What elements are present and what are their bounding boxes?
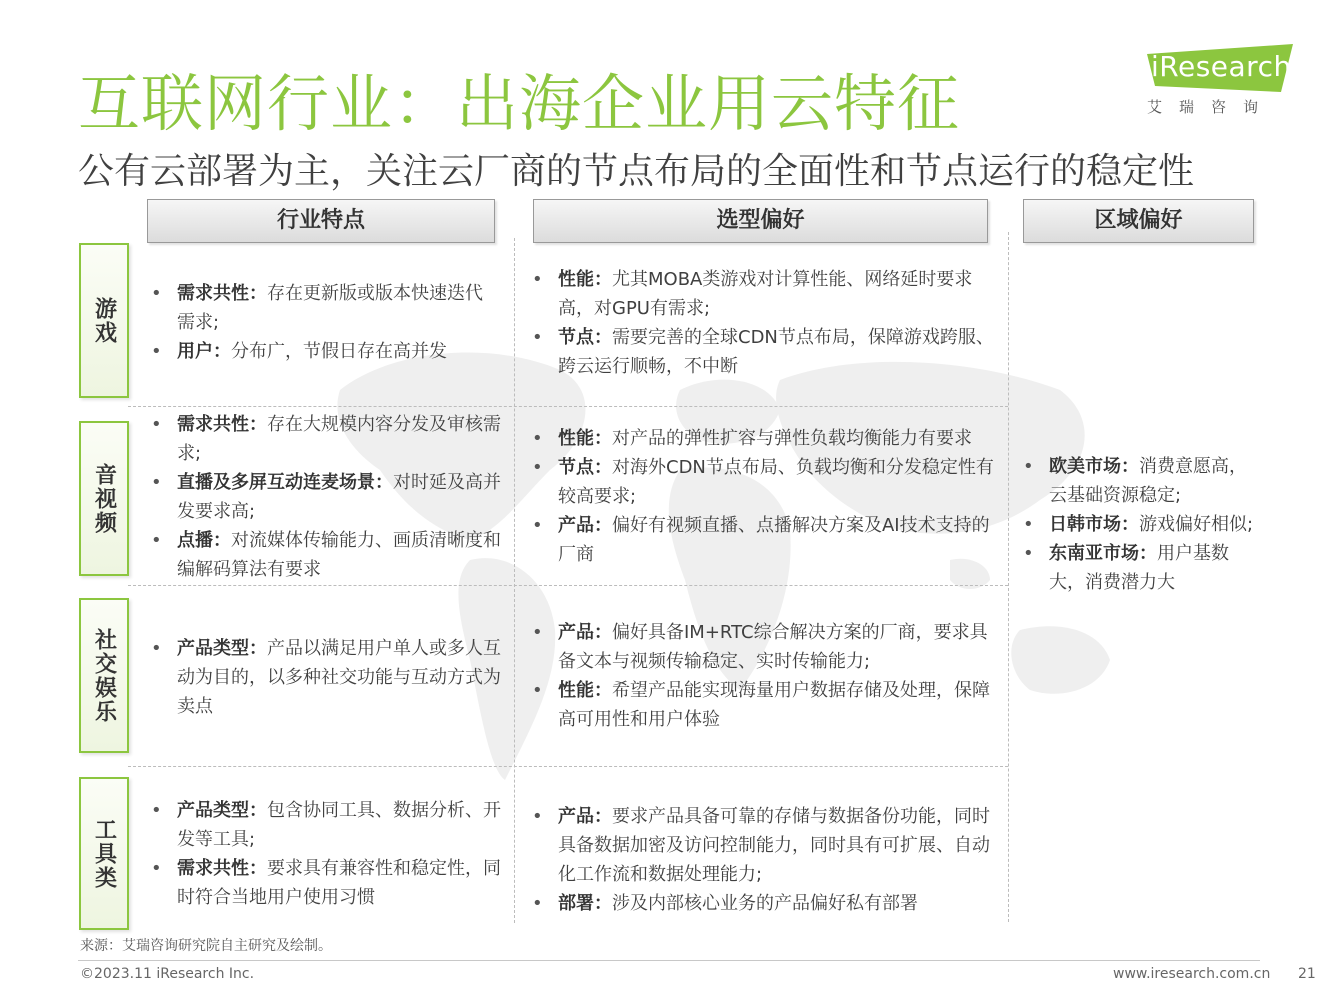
row-label-text: 社交娱乐 bbox=[91, 627, 117, 724]
features-cell-gaming bbox=[149, 279, 499, 366]
bullet-item: • 直播及多屏互动连麦场景：对时延及高并发要求高; bbox=[149, 468, 501, 526]
bullet-key: 东南亚市场 bbox=[1049, 543, 1139, 564]
bullet-text: 产品以满足用户单人或多人互动为目的，以多种社交功能与互动方式为卖点 bbox=[177, 638, 501, 717]
bullet-item: • 产品：偏好有视频直播、点播解决方案及AI技术支持的厂商 bbox=[530, 511, 1000, 569]
bullet-item: • 用户：分布广，节假日存在高并发 bbox=[149, 337, 499, 366]
bullet-item: • 欧美市场：消费意愿高，云基础资源稳定; bbox=[1021, 452, 1261, 510]
bullet-key: 产品 bbox=[558, 622, 594, 643]
bullet-key: 部署 bbox=[558, 893, 594, 914]
bullet-item: • 需求共性：存在更新版或版本快速迭代需求; bbox=[149, 279, 499, 337]
bullet-item: • 产品类型：产品以满足用户单人或多人互动为目的，以多种社交功能与互动方式为卖点 bbox=[149, 634, 501, 721]
bullet-text: 包含协同工具、数据分析、开发等工具; bbox=[177, 800, 501, 850]
page-subtitle: 公有云部署为主，关注云厂商的节点布局的全面性和节点运行的稳定性 bbox=[78, 151, 1195, 192]
bullet-item: • 性能：希望产品能实现海量用户数据存储及处理，保障高可用性和用户体验 bbox=[530, 676, 1000, 734]
bullet-item: • 产品类型：包含协同工具、数据分析、开发等工具; bbox=[149, 796, 501, 854]
preferences-cell-audio-video bbox=[530, 424, 1000, 569]
bullet-text: 游戏偏好相似; bbox=[1139, 514, 1254, 535]
preferences-cell-gaming bbox=[530, 265, 995, 381]
bullet-key: 性能 bbox=[558, 269, 594, 290]
bullet-text: 用户基数大，消费潜力大 bbox=[1049, 543, 1229, 593]
column-header-features: 行业特点 bbox=[147, 199, 495, 243]
bullet-text: 对海外CDN节点布局、负载均衡和分发稳定性有较高要求; bbox=[558, 457, 994, 507]
bullet-item: • 东南亚市场：用户基数大，消费潜力大 bbox=[1021, 539, 1261, 597]
column-divider bbox=[1008, 232, 1009, 922]
features-cell-audio-video bbox=[149, 410, 501, 584]
bullet-key: 欧美市场 bbox=[1049, 456, 1121, 477]
bullet-key: 产品类型 bbox=[177, 800, 249, 821]
row-label-text: 工具类 bbox=[91, 817, 117, 890]
regions-cell bbox=[1021, 452, 1261, 597]
bullet-item: • 节点：对海外CDN节点布局、负载均衡和分发稳定性有较高要求; bbox=[530, 453, 1000, 511]
bullet-text: 希望产品能实现海量用户数据存储及处理，保障高可用性和用户体验 bbox=[558, 680, 990, 730]
row-label-text: 游戏 bbox=[91, 296, 117, 345]
bullet-item: • 日韩市场：游戏偏好相似; bbox=[1021, 510, 1261, 539]
bullet-text: 涉及内部核心业务的产品偏好私有部署 bbox=[612, 893, 918, 914]
footer-divider bbox=[78, 960, 1260, 961]
page-number: 21 bbox=[1298, 966, 1316, 982]
row-label-tools bbox=[79, 777, 129, 930]
preferences-cell-tools bbox=[530, 802, 1000, 918]
bullet-key: 用户 bbox=[177, 341, 213, 362]
bullet-text: 对产品的弹性扩容与弹性负载均衡能力有要求 bbox=[612, 428, 972, 449]
bullet-item: • 部署：涉及内部核心业务的产品偏好私有部署 bbox=[530, 889, 1000, 918]
logo-chinese-text: 艾瑞咨询 bbox=[1147, 98, 1276, 116]
bullet-key: 需求共性 bbox=[177, 414, 249, 435]
row-divider bbox=[128, 766, 1008, 767]
bullet-key: 节点 bbox=[558, 327, 594, 348]
bullet-item: • 性能：尤其MOBA类游戏对计算性能、网络延时要求高，对GPU有需求; bbox=[530, 265, 995, 323]
bullet-item: • 性能：对产品的弹性扩容与弹性负载均衡能力有要求 bbox=[530, 424, 1000, 453]
bullet-text: 尤其MOBA类游戏对计算性能、网络延时要求高，对GPU有需求; bbox=[558, 269, 973, 319]
bullet-key: 性能 bbox=[558, 680, 594, 701]
bullet-key: 节点 bbox=[558, 457, 594, 478]
column-header-preferences: 选型偏好 bbox=[533, 199, 988, 243]
features-cell-social bbox=[149, 634, 501, 721]
row-divider bbox=[128, 585, 1008, 586]
row-divider bbox=[128, 406, 1008, 407]
bullet-item: • 点播：对流媒体传输能力、画质清晰度和编解码算法有要求 bbox=[149, 526, 501, 584]
row-label-audio-video bbox=[79, 421, 129, 576]
source-note: 来源：艾瑞咨询研究院自主研究及绘制。 bbox=[80, 938, 332, 954]
bullet-text: 要求产品具备可靠的存储与数据备份功能，同时具备数据加密及访问控制能力，同时具有可扩展、自动化工作流和数据处理能力; bbox=[558, 806, 990, 885]
preferences-cell-social bbox=[530, 618, 1000, 734]
website-link[interactable]: www.iresearch.com.cn bbox=[1113, 966, 1271, 982]
bullet-text: 需要完善的全球CDN节点布局，保障游戏跨服、跨云运行顺畅，不中断 bbox=[558, 327, 994, 377]
bullet-item: • 需求共性：存在大规模内容分发及审核需求; bbox=[149, 410, 501, 468]
column-header-regions: 区域偏好 bbox=[1023, 199, 1254, 243]
bullet-item: • 节点：需要完善的全球CDN节点布局，保障游戏跨服、跨云运行顺畅，不中断 bbox=[530, 323, 995, 381]
bullet-text: 对流媒体传输能力、画质清晰度和编解码算法有要求 bbox=[177, 530, 501, 580]
page-title: 互联网行业：出海企业用云特征 bbox=[78, 67, 961, 140]
column-divider bbox=[514, 238, 515, 923]
bullet-key: 需求共性 bbox=[177, 858, 249, 879]
bullet-text: 存在大规模内容分发及审核需求; bbox=[177, 414, 501, 464]
bullet-key: 直播及多屏互动连麦场景 bbox=[177, 472, 375, 493]
row-label-gaming bbox=[79, 243, 129, 398]
bullet-text: 存在更新版或版本快速迭代需求; bbox=[177, 283, 483, 333]
logo-brand-text: iResearch bbox=[1151, 50, 1292, 83]
bullet-text: 偏好具备IM+RTC综合解决方案的厂商，要求具备文本与视频传输稳定、实时传输能力; bbox=[558, 622, 988, 672]
row-label-social bbox=[79, 598, 129, 753]
bullet-key: 产品 bbox=[558, 515, 594, 536]
iresearch-logo bbox=[1145, 44, 1295, 120]
bullet-key: 点播 bbox=[177, 530, 213, 551]
bullet-text: 要求具有兼容性和稳定性，同时符合当地用户使用习惯 bbox=[177, 858, 501, 908]
bullet-item: • 产品：要求产品具备可靠的存储与数据备份功能，同时具备数据加密及访问控制能力，同时具有可扩展、自动化工作流和数据处理能力; bbox=[530, 802, 1000, 889]
bullet-text: 偏好有视频直播、点播解决方案及AI技术支持的厂商 bbox=[558, 515, 990, 565]
bullet-text: 消费意愿高，云基础资源稳定; bbox=[1049, 456, 1247, 506]
bullet-key: 性能 bbox=[558, 428, 594, 449]
bullet-key: 需求共性 bbox=[177, 283, 249, 304]
bullet-item: • 产品：偏好具备IM+RTC综合解决方案的厂商，要求具备文本与视频传输稳定、实时传输能力; bbox=[530, 618, 1000, 676]
features-cell-tools bbox=[149, 796, 501, 912]
bullet-text: 对时延及高并发要求高; bbox=[177, 472, 501, 522]
bullet-item: • 需求共性：要求具有兼容性和稳定性，同时符合当地用户使用习惯 bbox=[149, 854, 501, 912]
row-label-text: 音视频 bbox=[91, 462, 117, 535]
bullet-key: 产品类型 bbox=[177, 638, 249, 659]
bullet-key: 产品 bbox=[558, 806, 594, 827]
copyright-text: ©2023.11 iResearch Inc. bbox=[80, 966, 255, 982]
bullet-text: 分布广，节假日存在高并发 bbox=[231, 341, 447, 362]
bullet-key: 日韩市场 bbox=[1049, 514, 1121, 535]
